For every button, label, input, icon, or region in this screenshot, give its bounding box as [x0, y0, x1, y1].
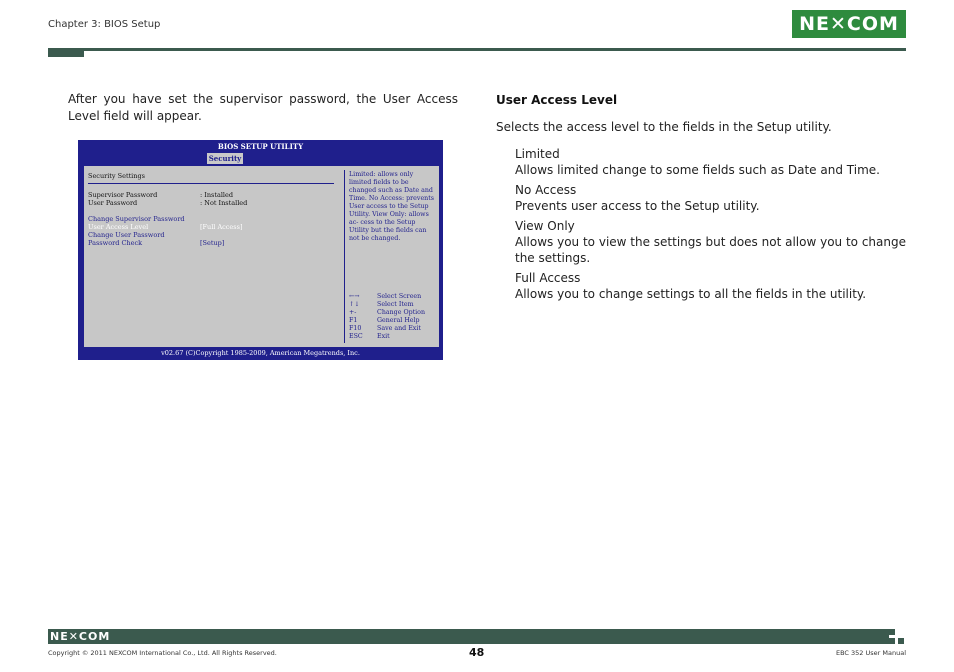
- bios-key-action: General Help: [377, 317, 420, 324]
- bios-key-action: Select Screen: [377, 293, 422, 300]
- bios-menu-user-access-level-value[interactable]: [Full Access]: [200, 223, 243, 231]
- bios-section-title: Security Settings: [88, 172, 145, 180]
- bios-menu-password-check-value[interactable]: [Setup]: [200, 239, 225, 247]
- bios-copyright: v02.67 (C)Copyright 1985-2009, American Megatrends, Inc.: [161, 349, 360, 357]
- nexcom-logo: [792, 10, 906, 38]
- logo-text: NE✕COM: [799, 13, 899, 35]
- bios-row-value: : Not Installed: [200, 199, 248, 207]
- option-term: Full Access: [515, 271, 581, 285]
- header-rule: [84, 48, 906, 51]
- bios-key-action: Change Option: [377, 309, 426, 316]
- page-number: 48: [469, 646, 485, 659]
- bios-key: ↑↓: [349, 301, 360, 308]
- bios-key: ESC: [349, 333, 363, 340]
- bios-key: ←→: [349, 293, 360, 300]
- bios-key-action: Exit: [377, 333, 390, 340]
- bios-menu-password-check[interactable]: Password Check: [88, 239, 143, 247]
- section-description: Selects the access level to the fields in the Setup utility.: [496, 120, 832, 134]
- bios-key-legend: [349, 293, 435, 341]
- intro-paragraph: After you have set the supervisor password, the User Access Level field will appear.: [68, 92, 458, 123]
- bios-key-row: [349, 333, 435, 341]
- bios-title: BIOS SETUP UTILITY: [217, 142, 304, 151]
- bios-menu-change-supervisor-password[interactable]: Change Supervisor Password: [88, 215, 185, 223]
- footer-corner-mark-icon: [889, 629, 906, 644]
- bios-separator: [88, 183, 334, 184]
- bios-key-row: [349, 317, 435, 325]
- bios-help-text: Limited: allows only limited fields to be changed such as Date and Time. No Access: prevents User access to the Setup Utility. View Only: allows ac- cess to the Setup Utility but the fields can not be changed.: [349, 171, 434, 242]
- bios-key: F1: [349, 317, 358, 324]
- option-desc: Allows limited change to some fields such as Date and Time.: [515, 163, 880, 177]
- footer-copyright: Copyright © 2011 NEXCOM International Co., Ltd. All Rights Reserved.: [48, 649, 277, 657]
- manual-title: EBC 352 User Manual: [835, 649, 906, 657]
- bios-tab-security[interactable]: Security: [208, 154, 242, 163]
- bios-row-label: Supervisor Password: [88, 191, 158, 199]
- bios-menu-user-access-level[interactable]: User Access Level: [88, 223, 149, 231]
- description-column: [496, 92, 906, 306]
- bios-key-action: Select Item: [377, 301, 414, 308]
- bios-key: F10: [349, 325, 362, 332]
- option-desc: Allows you to view the settings but does not allow you to change the settings.: [515, 235, 906, 265]
- footer-logo: NE✕COM: [50, 630, 111, 643]
- bios-row-label: User Password: [88, 199, 138, 207]
- header-bar-accent: [48, 48, 84, 57]
- option-desc: Allows you to change settings to all the fields in the utility.: [515, 287, 867, 301]
- bios-key-row: [349, 293, 435, 301]
- bios-key-action: Save and Exit: [377, 325, 421, 332]
- bios-key-row: [349, 309, 435, 317]
- option-term: No Access: [515, 183, 577, 197]
- bios-key-row: [349, 325, 435, 333]
- bios-menu-change-user-password[interactable]: Change User Password: [88, 231, 165, 239]
- bios-key-row: [349, 301, 435, 309]
- option-desc: Prevents user access to the Setup utility.: [515, 199, 760, 213]
- option-term: Limited: [515, 147, 560, 161]
- bios-panel: [83, 165, 440, 348]
- section-heading: User Access Level: [496, 93, 618, 107]
- option-term: View Only: [515, 219, 575, 233]
- bios-key: +-: [349, 309, 357, 316]
- bios-row-value: : Installed: [200, 191, 233, 199]
- bios-screenshot: [78, 140, 443, 360]
- bios-settings-pane: [88, 170, 345, 343]
- chapter-title: Chapter 3: BIOS Setup: [48, 19, 161, 30]
- option-list: [515, 146, 906, 302]
- footer-bar: [48, 629, 906, 644]
